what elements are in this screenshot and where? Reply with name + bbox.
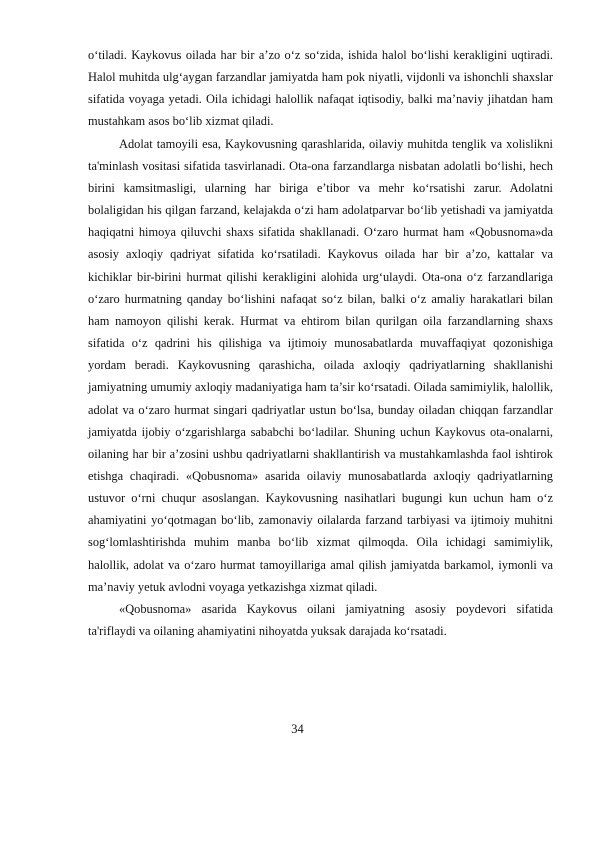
paragraph-qobusnoma: «Qobusnoma» asarida Kaykovus oilani jamiyatning asosiy poydevori sifatida ta'riflaydi va oilaning ahamiyatini nihoyatda yuksak darajada ko‘rsatadi. (88, 601, 553, 639)
paragraph-adolat: Adolat tamoyili esa, Kaykovusning qarashlarida, oilaviy muhitda tenglik va xolislikni ta'minlash vositasi sifatida tasvirlanadi. Ota-ona farzandlarga nisbatan adolatli bo‘lishi, hech birini kamsitmasligi, ularning har biriga e’tibor va mehr ko‘rsatishi zarur. Adolatni bolaligidan his qilgan farzand, kelajakda o‘zi ham adolatparvar bo‘lib yetishadi va jamiyatda haqiqatni himoya qiluvchi shaxs sifatida shakllanadi. O‘zaro hurmat ham «Qobusnoma»da asosiy axloqiy qadriyat sifatida ko‘rsatiladi. Kaykovus oilada har bir a’zo, kattalar va kichiklar bir-birini hurmat qilishi kerakligini alohida urg‘ulaydi. Ota-ona o‘z farzandlariga o‘zaro hurmatning qanday bo‘lishini nafaqat so‘z bilan, balki o‘z amaliy harakatlari bilan ham namoyon qilishi kerak. Hurmat va ehtirom bilan qurilgan oila farzandlarning shaxs sifatida o‘z qadrini his qilishiga va ijtimoiy munosabatlarda muvaffaqiyat qozonishiga yordam beradi. Kaykovusning qarashicha, oilada axloqiy qadriyatlarning shakllanishi jamiyatning umumiy axloqiy madaniyatiga ham ta’sir ko‘rsatadi. Oilada samimiylik, halollik, adolat va o‘zaro hurmat singari qadriyatlar ustun bo‘lsa, bunday oiladan chiqqan farzandlar jamiyatda ijobiy o‘zgarishlarga sababchi bo‘ladilar. Shuning uchun Kaykovus ota-onalarni, oilaning har bir a’zosini ushbu qadriyatlarni shakllantirish va mustahkamlashda faol ishtirok etishga chaqiradi. «Qobusnoma» asarida oilaviy munosabatlarda axloqiy qadriyatlarning ustuvor o‘rni chuqur asoslangan. Kaykovusning nasihatlari bugungi kun uchun ham o‘z ahamiyatini yo‘qotmagan bo‘lib, zamonaviy oilalarda farzand tarbiyasi va ijtimoiy muhitni sog‘lomlashtirishda muhim manba bo‘lib xizmat qilmoqda. Oila ichidagi samimiylik, halollik, adolat va o‘zaro hurmat tamoyillariga amal qilish jamiyatda barkamol, iymonli va ma’naviy yetuk avlodni voyaga yetkazishga xizmat qiladi. (88, 136, 553, 594)
paragraph-continuation: o‘tiladi. Kaykovus oilada har bir a’zo o‘z so‘zida, ishida halol bo‘lishi kerakligini uqtiradi. Halol muhitda ulg‘aygan farzandlar jamiyatda ham pok niyatli, vijdonli va ishonchli shaxslar sifatida voyaga yetadi. Oila ichidagi halollik nafaqat iqtisodiy, balki ma’naviy jihatdan ham mustahkam asos bo‘lib xizmat qiladi. (88, 48, 553, 129)
document-body (88, 44, 553, 642)
page-number: 34 (291, 722, 304, 736)
